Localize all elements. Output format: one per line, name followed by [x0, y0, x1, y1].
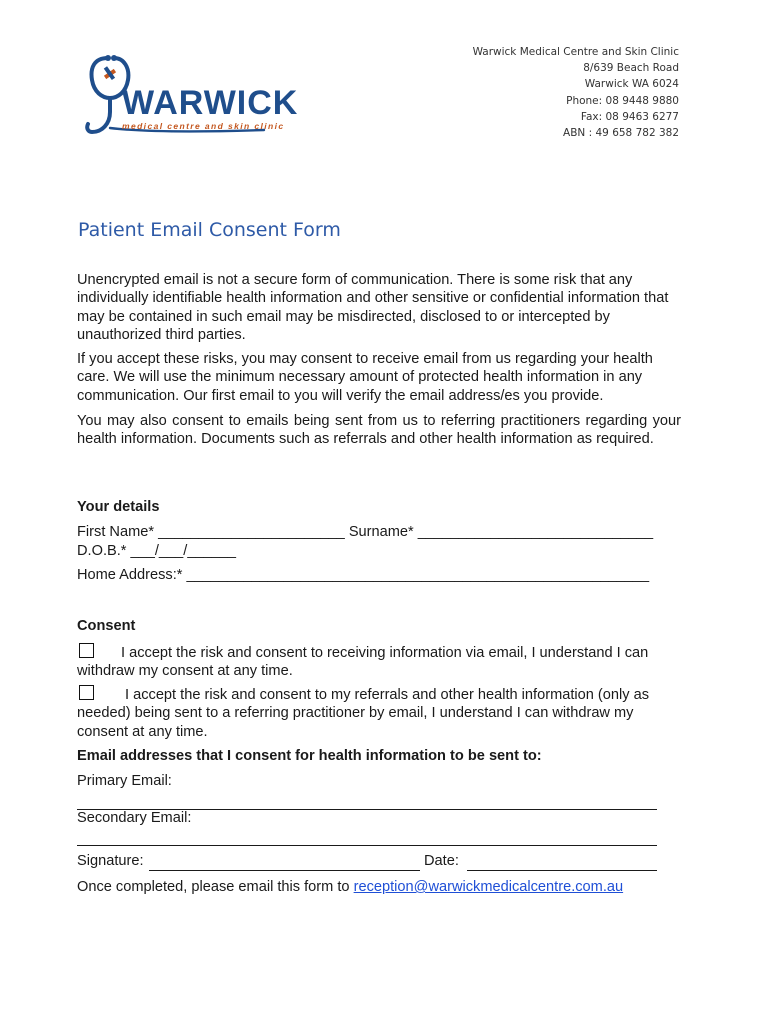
consent-referral-text: I accept the risk and consent to my referrals and other health information (only as needed) being sent to a referring practitioner by email, I understand I can withdraw my consent at any time. — [77, 687, 650, 740]
consent-email-text: I accept the risk and consent to receiving information via email, I understand I can withdraw my consent at any time. — [77, 645, 649, 680]
logo-wordmark: WARWICK — [122, 84, 299, 122]
emails-heading: Email addresses that I consent for health information to be sent to: — [77, 748, 542, 764]
clinic-address — [473, 44, 679, 141]
primary-email-label: Primary Email: — [77, 773, 172, 789]
clinic-name: Warwick Medical Centre and Skin Clinic — [472, 46, 679, 58]
footer-text: Once completed, please email this form to — [77, 879, 350, 895]
primary-email-input[interactable] — [77, 791, 657, 810]
secondary-email-label: Secondary Email: — [77, 810, 192, 826]
name-field-line[interactable]: First Name* _______________________ Surname* _____________________________ — [77, 524, 654, 540]
footer-instruction — [77, 879, 623, 895]
clinic-fax: Fax: 08 9463 6277 — [580, 110, 679, 123]
intro-paragraph-risk: Unencrypted email is not a secure form of communication. There is some risk that any individually identifiable health information and other sensitive or confidential information that may be contained in such email may be misdirected, disclosed to or intercepted by unauthorized third parties. — [77, 272, 669, 343]
details-heading: Your details — [77, 499, 160, 515]
intro-paragraph-referrals: You may also consent to emails being sent from us to referring practitioners regarding your health information. Documents such as referrals and other health information as required. — [77, 413, 681, 448]
clinic-street: 8/639 Beach Road — [583, 62, 679, 75]
secondary-email-input[interactable] — [77, 828, 657, 846]
dob-field-line[interactable]: D.O.B.* ___/___/______ — [77, 543, 237, 559]
consent-heading: Consent — [77, 618, 136, 634]
page-title: Patient Email Consent Form — [78, 219, 341, 241]
signature-input[interactable] — [149, 853, 420, 871]
date-input[interactable] — [467, 853, 657, 871]
clinic-phone: Phone: 08 9448 9880 — [566, 94, 679, 107]
clinic-abn: ABN : 49 658 782 382 — [563, 127, 679, 140]
clinic-suburb: Warwick WA 6024 — [584, 78, 679, 91]
signature-label: Signature: — [77, 853, 144, 869]
reception-email-link[interactable]: reception@warwickmedicalcentre.com.au — [353, 879, 624, 895]
date-label: Date: — [424, 853, 459, 869]
logo-tagline: medical centre and skin clinic — [122, 121, 285, 131]
intro-paragraph-accept: If you accept these risks, you may consent to receive email from us regarding your health care. We will use the minimum necessary amount of protected health information in any communication. Our first email to you will verify the email address/es you provide. — [77, 351, 653, 404]
address-field-line[interactable]: Home Address:* _________________________________________________________ — [77, 567, 650, 583]
